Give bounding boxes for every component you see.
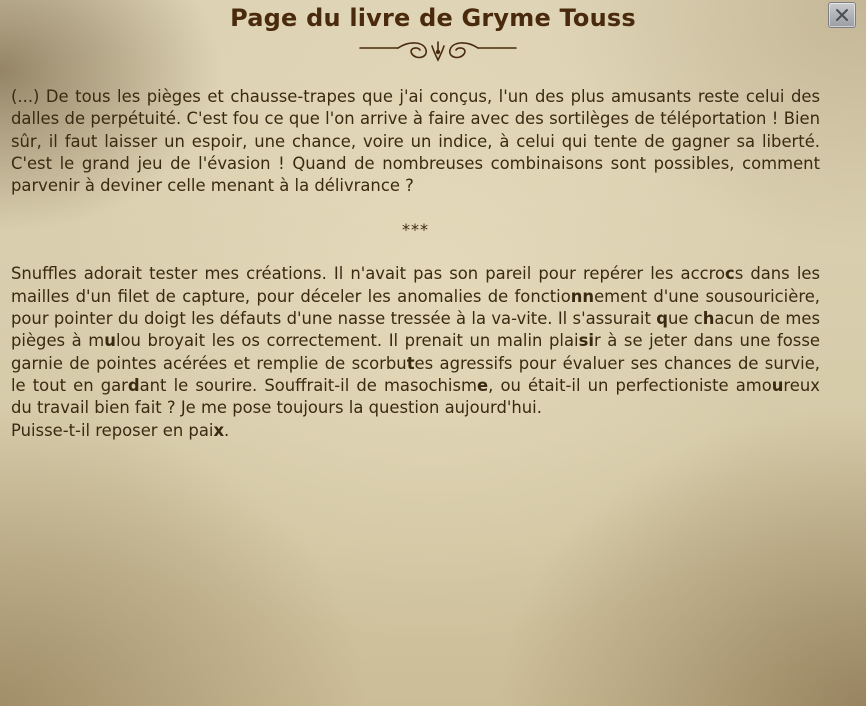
hidden-letter: q (656, 309, 668, 329)
hidden-letter: u (771, 375, 784, 395)
hidden-letter: c (725, 264, 735, 284)
hidden-letter: si (578, 331, 594, 351)
hidden-letter: d (127, 375, 140, 395)
hidden-letter: h (702, 309, 715, 329)
hidden-letter: u (104, 331, 116, 351)
close-icon (834, 7, 850, 23)
closing-line: Puisse-t-il reposer en paix. (11, 420, 230, 440)
flourish-ornament-icon (358, 38, 518, 66)
section-separator: *** (402, 220, 429, 240)
close-button[interactable] (828, 2, 856, 28)
page-text (11, 86, 820, 442)
page-title: Page du livre de Gryme Touss (230, 4, 636, 32)
paragraph-intro: (...) De tous les pièges et chausse-trapes que j'ai conçus, l'un des plus amusants reste celui des dalles de perpétuité. C'est fou ce que l'on arrive à faire avec des sortilèges de téléportation ! Bien sûr, il faut laisser un espoir, une chance, voire un indice, à celui qui tente de gagner sa liberté. C'est le grand jeu de l'évasion ! Quand de nombreuses combinaisons sont possibles, comment parvenir à deviner celle menant à la délivrance ? (11, 87, 820, 196)
hidden-letter: x (213, 420, 225, 440)
hidden-letter: t (406, 353, 415, 373)
hidden-letter: nn (570, 286, 595, 306)
paragraph-snuffles: Snuffles adorait tester mes créations. Il n'avait pas son pareil pour repérer les accrocs dans les mailles d'un filet de capture, pour déceler les anomalies de fonctionnement d'une sousouricière, pour pointer du doigt les défauts d'une nasse tressée à la va-vite. Il s'assurait que chacun de mes pièges à mulou broyait les os correctement. Il prenait un malin plaisir à se jeter dans une fosse garnie de pointes acérées et remplie de scorbutes agressifs pour évaluer ses chances de survie, le tout en gardant le sourire. Souffrait-il de masochisme, ou était-il un perfectioniste amoureux du travail bien fait ? Je me pose toujours la question aujourd'hui. (11, 264, 821, 418)
hidden-letter: e (477, 375, 489, 395)
